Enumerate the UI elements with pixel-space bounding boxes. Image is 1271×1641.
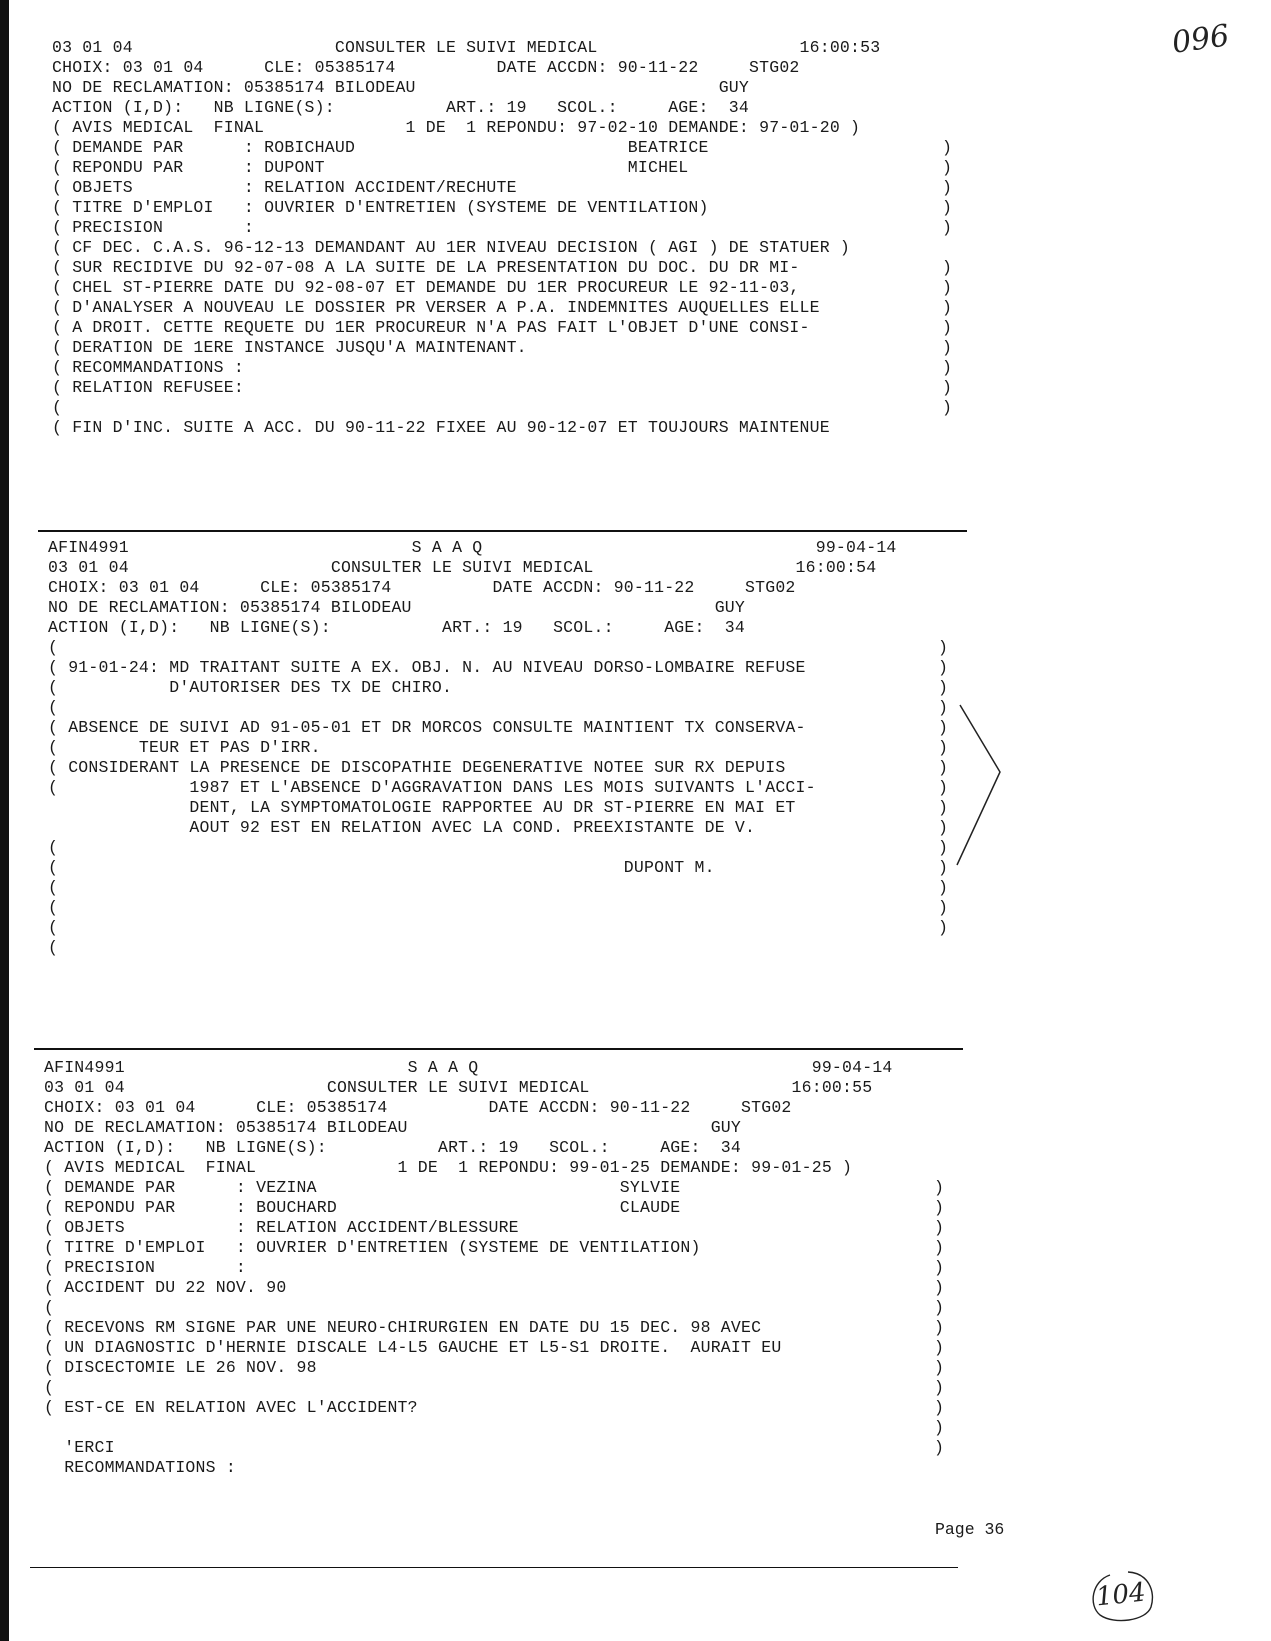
screen-separator-2 (34, 1048, 963, 1050)
scan-left-edge (0, 0, 9, 1641)
right-border-paren: ) (938, 878, 948, 897)
screen-line: NO DE RECLAMATION: 05385174 BILODEAU GUY (48, 598, 746, 617)
hand-drawn-bracket-mark (955, 700, 1015, 870)
screen-line: CHOIX: 03 01 04 CLE: 05385174 DATE ACCDN: 90-11-22 STG02 (44, 1098, 792, 1117)
screen-line: CHOIX: 03 01 04 CLE: 05385174 DATE ACCDN: 90-11-22 STG02 (52, 58, 800, 77)
screen-line: ( 91-01-24: MD TRAITANT SUITE A EX. OBJ. N. AU NIVEAU DORSO-LOMBAIRE REFUSE (48, 658, 806, 677)
screen-line: ( (48, 838, 59, 857)
screen-line: ( PRECISION : (44, 1258, 247, 1277)
right-border-paren: ) (938, 778, 948, 797)
screen-line: ( DEMANDE PAR : VEZINA SYLVIE (44, 1178, 681, 1197)
page-number: Page 36 (935, 1520, 1005, 1539)
screen-line: ( (48, 938, 59, 957)
right-border-paren: ) (934, 1378, 944, 1397)
screen-separator-1 (38, 530, 967, 532)
right-border-paren: ) (942, 338, 952, 357)
right-border-paren: ) (938, 898, 948, 917)
screen-line: NO DE RECLAMATION: 05385174 BILODEAU GUY (44, 1118, 742, 1137)
right-border-paren: ) (942, 158, 952, 177)
footer-rule (30, 1567, 958, 1568)
right-border-paren: ) (934, 1438, 944, 1457)
right-border-paren: ) (934, 1338, 944, 1357)
screen-line: ( CONSIDERANT LA PRESENCE DE DISCOPATHIE DEGENERATIVE NOTEE SUR RX DEPUIS (48, 758, 786, 777)
screen-line: ( (52, 398, 63, 417)
right-border-paren: ) (934, 1218, 944, 1237)
screen-line: ( AVIS MEDICAL FINAL 1 DE 1 REPONDU: 99-01-25 DEMANDE: 99-01-25 ) (44, 1158, 853, 1177)
right-border-paren: ) (942, 398, 952, 417)
right-border-paren: ) (934, 1198, 944, 1217)
right-border-paren: ) (934, 1258, 944, 1277)
screen-line: ( DUPONT M. (48, 858, 715, 877)
right-border-paren: ) (934, 1278, 944, 1297)
right-border-paren: ) (942, 378, 952, 397)
right-border-paren: ) (938, 758, 948, 777)
screen-line: ( REPONDU PAR : DUPONT MICHEL (52, 158, 689, 177)
right-border-paren: ) (942, 138, 952, 157)
screen-line: 03 01 04 CONSULTER LE SUIVI MEDICAL 16:00:55 (44, 1078, 873, 1097)
right-border-paren: ) (942, 198, 952, 217)
screen-line: ( (48, 878, 59, 897)
screen-line: ( SUR RECIDIVE DU 92-07-08 A LA SUITE DE LA PRESENTATION DU DOC. DU DR MI- (52, 258, 800, 277)
screen-line: ( DISCECTOMIE LE 26 NOV. 98 (44, 1358, 317, 1377)
right-border-paren: ) (938, 858, 948, 877)
screen-line: ( PRECISION : (52, 218, 255, 237)
right-border-paren: ) (934, 1398, 944, 1417)
screen-line: ( (48, 638, 59, 657)
right-border-paren: ) (938, 718, 948, 737)
screen-line: ( ACCIDENT DU 22 NOV. 90 (44, 1278, 287, 1297)
screen-line: ( UN DIAGNOSTIC D'HERNIE DISCALE L4-L5 GAUCHE ET L5-S1 DROITE. AURAIT EU (44, 1338, 782, 1357)
screen-line: AOUT 92 EST EN RELATION AVEC LA COND. PREEXISTANTE DE V. (48, 818, 756, 837)
right-border-paren: ) (942, 278, 952, 297)
screen-line: ACTION (I,D): NB LIGNE(S): ART.: 19 SCOL.: AGE: 34 (44, 1138, 742, 1157)
screen-line: ( RECEVONS RM SIGNE PAR UNE NEURO-CHIRURGIEN EN DATE DU 15 DEC. 98 AVEC (44, 1318, 762, 1337)
right-border-paren: ) (942, 178, 952, 197)
screen-line: AFIN4991 S A A Q 99-04-14 (44, 1058, 893, 1077)
handwritten-page-number-bottom: 104 (1094, 1577, 1148, 1613)
screen-line: DENT, LA SYMPTOMATOLOGIE RAPPORTEE AU DR ST-PIERRE EN MAI ET (48, 798, 796, 817)
screen-line: ( (48, 698, 59, 717)
right-border-paren: ) (934, 1298, 944, 1317)
right-border-paren: ) (942, 298, 952, 317)
right-border-paren: ) (938, 838, 948, 857)
screen-line: ACTION (I,D): NB LIGNE(S): ART.: 19 SCOL.: AGE: 34 (48, 618, 746, 637)
screen-3 (44, 1058, 944, 1478)
screen-line: ( TITRE D'EMPLOI : OUVRIER D'ENTRETIEN (SYSTEME DE VENTILATION) (44, 1238, 701, 1257)
screen-line: ( D'ANALYSER A NOUVEAU LE DOSSIER PR VERSER A P.A. INDEMNITES AUQUELLES ELLE (52, 298, 820, 317)
screen-line: ( DEMANDE PAR : ROBICHAUD BEATRICE (52, 138, 709, 157)
right-border-paren: ) (938, 798, 948, 817)
screen-line: ( AVIS MEDICAL FINAL 1 DE 1 REPONDU: 97-02-10 DEMANDE: 97-01-20 ) (52, 118, 861, 137)
screen-line: ( CHEL ST-PIERRE DATE DU 92-08-07 ET DEMANDE DU 1ER PROCUREUR LE 92-11-03, (52, 278, 800, 297)
screen-line: CHOIX: 03 01 04 CLE: 05385174 DATE ACCDN: 90-11-22 STG02 (48, 578, 796, 597)
right-border-paren: ) (942, 258, 952, 277)
screen-2 (48, 538, 948, 958)
right-border-paren: ) (934, 1358, 944, 1377)
screen-line: ( (48, 898, 59, 917)
right-border-paren: ) (938, 658, 948, 677)
screen-line: ( (44, 1298, 55, 1317)
right-border-paren: ) (938, 818, 948, 837)
screen-line: 'ERCI (44, 1438, 115, 1457)
handwritten-page-number-top: 096 (1169, 18, 1232, 61)
screen-line: ( RECOMMANDATIONS : (52, 358, 244, 377)
right-border-paren: ) (942, 318, 952, 337)
right-border-paren: ) (934, 1418, 944, 1437)
screen-line: ( A DROIT. CETTE REQUETE DU 1ER PROCUREUR N'A PAS FAIT L'OBJET D'UNE CONSI- (52, 318, 810, 337)
right-border-paren: ) (938, 918, 948, 937)
screen-line: ( TITRE D'EMPLOI : OUVRIER D'ENTRETIEN (SYSTEME DE VENTILATION) (52, 198, 709, 217)
right-border-paren: ) (934, 1178, 944, 1197)
right-border-paren: ) (938, 698, 948, 717)
right-border-paren: ) (938, 638, 948, 657)
right-border-paren: ) (938, 738, 948, 757)
screen-line: AFIN4991 S A A Q 99-04-14 (48, 538, 897, 557)
right-border-paren: ) (942, 218, 952, 237)
screen-line: ( OBJETS : RELATION ACCIDENT/BLESSURE (44, 1218, 519, 1237)
screen-line: ( RELATION REFUSEE: (52, 378, 244, 397)
screen-line: ( (48, 918, 59, 937)
screen-line: ( 1987 ET L'ABSENCE D'AGGRAVATION DANS LES MOIS SUIVANTS L'ACCI- (48, 778, 816, 797)
screen-1 (52, 38, 952, 438)
right-border-paren: ) (934, 1318, 944, 1337)
screen-line: ( D'AUTORISER DES TX DE CHIRO. (48, 678, 453, 697)
screen-line: ( (44, 1378, 55, 1397)
screen-line: 03 01 04 CONSULTER LE SUIVI MEDICAL 16:00:53 (52, 38, 881, 57)
screen-line: ( FIN D'INC. SUITE A ACC. DU 90-11-22 FIXEE AU 90-12-07 ET TOUJOURS MAINTENUE (52, 418, 830, 437)
screen-line: ( DERATION DE 1ERE INSTANCE JUSQU'A MAINTENANT. (52, 338, 527, 357)
screen-line: ( CF DEC. C.A.S. 96-12-13 DEMANDANT AU 1ER NIVEAU DECISION ( AGI ) DE STATUER ) (52, 238, 851, 257)
screen-line: ( ABSENCE DE SUIVI AD 91-05-01 ET DR MORCOS CONSULTE MAINTIENT TX CONSERVA- (48, 718, 806, 737)
screen-line: NO DE RECLAMATION: 05385174 BILODEAU GUY (52, 78, 750, 97)
right-border-paren: ) (942, 358, 952, 377)
screen-line: ( REPONDU PAR : BOUCHARD CLAUDE (44, 1198, 681, 1217)
screen-line: RECOMMANDATIONS : (44, 1458, 236, 1477)
screen-line: ( TEUR ET PAS D'IRR. (48, 738, 321, 757)
screen-line: 03 01 04 CONSULTER LE SUIVI MEDICAL 16:00:54 (48, 558, 877, 577)
screen-line: ( OBJETS : RELATION ACCIDENT/RECHUTE (52, 178, 517, 197)
screen-line: ( EST-CE EN RELATION AVEC L'ACCIDENT? (44, 1398, 418, 1417)
right-border-paren: ) (934, 1238, 944, 1257)
screen-line: ACTION (I,D): NB LIGNE(S): ART.: 19 SCOL.: AGE: 34 (52, 98, 750, 117)
right-border-paren: ) (938, 678, 948, 697)
